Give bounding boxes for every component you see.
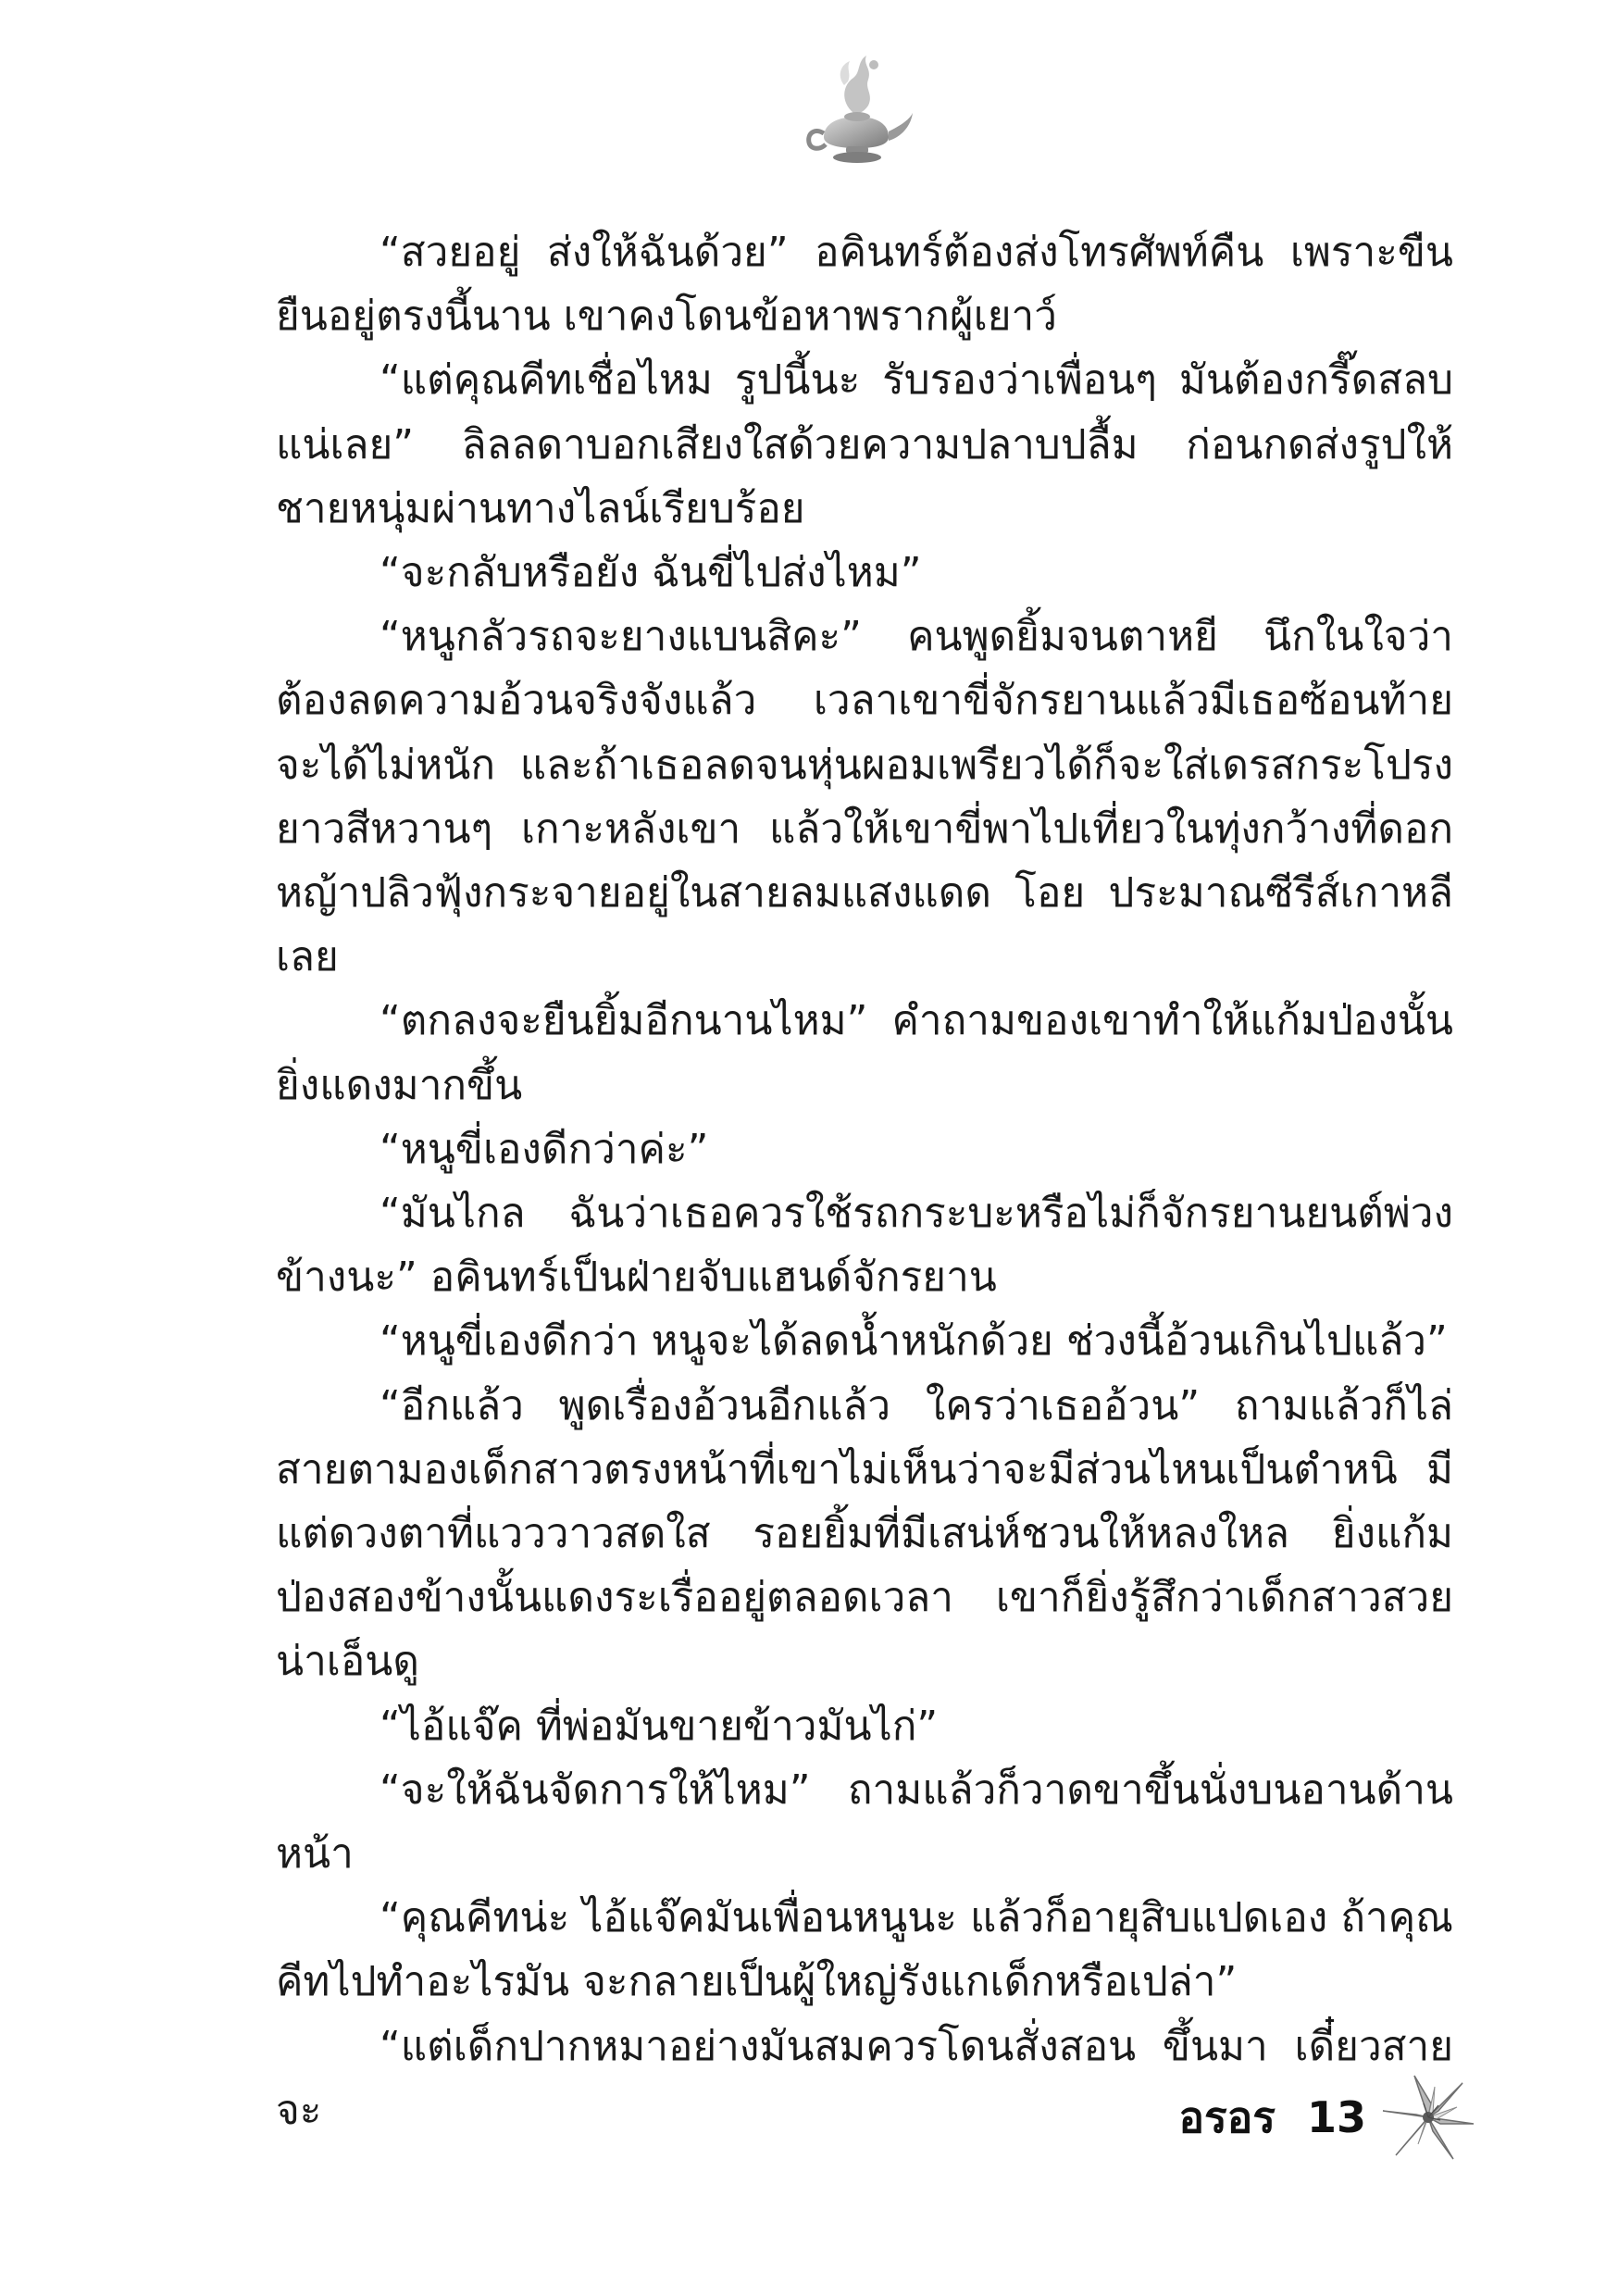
paragraph: “หนูกลัวรถจะยางแบนสิคะ” คนพูดยิ้มจนตาหยี นึกในใจว่าต้องลดความอ้วนจริงจังแล้ว เวลาเขาขี่จักรยานแล้วมีเธอซ้อนท้ายจะได้ไม่หนัก และถ้าเธอลดจนหุ่นผอมเพรียวได้ก็จะใส่เดรสกระโปรงยาวสีหวานๆ เกาะหลังเขา แล้วให้เขาขี่พาไปเที่ยวในทุ่งกว้างที่ดอกหญ้าปลิวฟุ้งกระจายอยู่ในสายลมแสงแดด โอย ประมาณซีรีส์เกาหลีเลย: [276, 613, 1453, 981]
paragraph: “สวยอยู่ ส่งให้ฉันด้วย” อคินทร์ต้องส่งโทรศัพท์คืน เพราะขืนยืนอยู่ตรงนี้นาน เขาคงโดนข้อหาพรากผู้เยาว์: [276, 229, 1453, 341]
page-number: 13: [1306, 2092, 1366, 2142]
paragraph: “จะกลับหรือยัง ฉันขี่ไปส่งไหม”: [380, 549, 922, 597]
paragraph: “อีกแล้ว พูดเรื่องอ้วนอีกแล้ว ใครว่าเธออ้วน” ถามแล้วก็ไล่สายตามองเด็กสาวตรงหน้าที่เขาไม่เห็นว่าจะมีส่วนไหนเป็นตำหนิ มีแต่ดวงตาที่แวววาวสดใส รอยยิ้มที่มีเสน่ห์ชวนให้หลงใหล ยิ่งแก้มป่องสองข้างนั้นแดงระเรื่ออยู่ตลอดเวลา เขาก็ยิ่งรู้สึกว่าเด็กสาวสวยน่าเอ็นดู: [276, 1381, 1453, 1686]
paragraph: “หนูขี่เองดีกว่า หนูจะได้ลดน้ำหนักด้วย ช่วงนี้อ้วนเกินไปแล้ว”: [380, 1317, 1448, 1366]
paragraph: “คุณคีทน่ะ ไอ้แจ๊คมันเพื่อนหนูนะ แล้วก็อายุสิบแปดเอง ถ้าคุณคีทไปทำอะไรมัน จะกลายเป็นผู้ใหญ่รังแกเด็กหรือเปล่า”: [276, 1894, 1453, 2006]
body-text: [276, 220, 1453, 2142]
paragraph: “ตกลงจะยืนยิ้มอีกนานไหม” คำถามของเขาทำให้แก้มป่องนั้นยิ่งแดงมากขึ้น: [276, 997, 1453, 1109]
paragraph: “หนูขี่เองดีกว่าค่ะ”: [380, 1125, 709, 1173]
paragraph: “จะให้ฉันจัดการให้ไหม” ถามแล้วก็วาดขาขึ้นนั่งบนอานด้านหน้า: [276, 1766, 1453, 1878]
paragraph: “แต่เด็กปากหมาอย่างมันสมควรโดนสั่งสอน ขึ้นมา เดี๋ยวสายจะ: [276, 2022, 1453, 2134]
page-footer: [1178, 2066, 1479, 2168]
paragraph: “ไอ้แจ๊ค ที่พ่อมันขายข้าวมันไก่”: [380, 1702, 939, 1750]
lily-flower-icon: [1377, 2066, 1479, 2168]
running-title: อรอร: [1178, 2091, 1276, 2142]
genie-lamp-icon: [796, 48, 916, 168]
paragraph: “แต่คุณคีทเชื่อไหม รูปนี้นะ รับรองว่าเพื่อนๆ มันต้องกรี๊ดสลบแน่เลย” ลิลลดาบอกเสียงใสด้วยความปลาบปลื้ม ก่อนกดส่งรูปให้ชายหนุ่มผ่านทางไลน์เรียบร้อย: [276, 356, 1453, 532]
paragraph: “มันไกล ฉันว่าเธอควรใช้รถกระบะหรือไม่ก็จักรยานยนต์พ่วงข้างนะ” อคินทร์เป็นฝ่ายจับแฮนด์จักรยาน: [276, 1190, 1453, 1302]
